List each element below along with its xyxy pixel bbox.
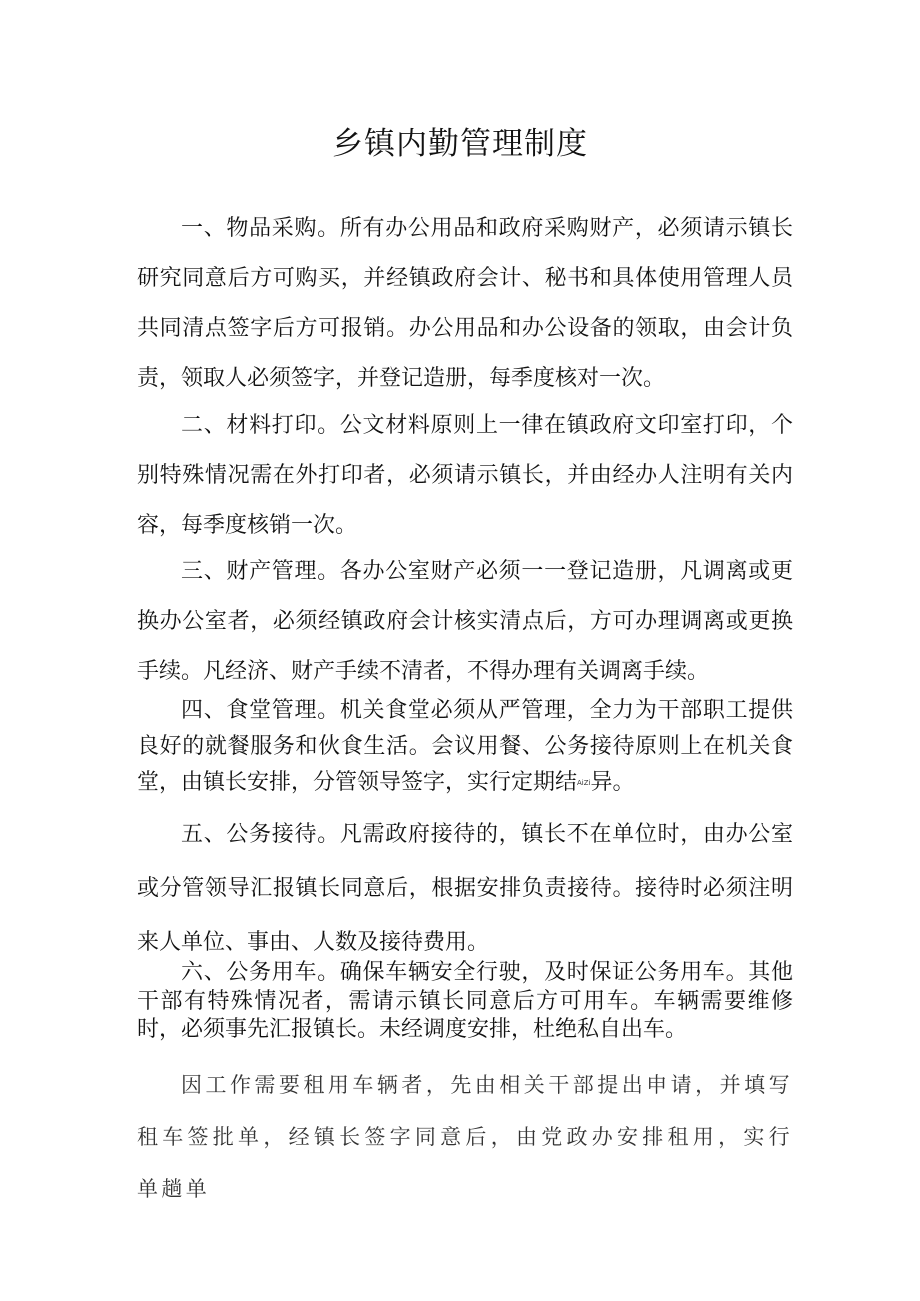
paragraph-property: 三、财产管理。各办公室财产必须一一登记造册，凡调离或更换办公室者，必须经镇政府会计核实清点后，方可办理调离或更换手续。凡经济、财产手续不清者，不得办理有关调离手续。 xyxy=(137,559,793,684)
paragraph-canteen-text: 四、食堂管理。机关食堂必须从严管理，全力为干部职工提供良好的就餐服务和伙食生活。会议用餐、公务接待原则上在机关食堂，由镇长安排，分管领导签字，实行定期结 xyxy=(137,698,793,795)
inline-mark: AiZi xyxy=(577,779,591,787)
document-title: 乡镇内勤管理制度 xyxy=(332,126,588,162)
paragraph-canteen xyxy=(137,693,793,801)
paragraph-printing: 二、材料打印。公文材料原则上一律在镇政府文印室打印，个别特殊情况需在外打印者，必须请示镇长，并由经办人注明有关内容，每季度核销一次。 xyxy=(137,413,793,538)
paragraph-vehicles: 六、公务用车。确保车辆安全行驶，及时保证公务用车。其他干部有特殊情况者，需请示镇长同意后方可用车。车辆需要维修时，必须事先汇报镇长。未经调度安排，杜绝私自出车。 xyxy=(137,960,793,1042)
paragraph-reception: 五、公务接待。凡需政府接待的，镇长不在单位时，由办公室或分管领导汇报镇长同意后，根据安排负责接待。接待时必须注明来人单位、事由、人数及接待费用。 xyxy=(137,822,793,955)
paragraph-procurement: 一、物品采购。所有办公用品和政府采购财产，必须请示镇长研究同意后方可购买，并经镇政府会计、秘书和具体使用管理人员共同清点签字后方可报销。办公用品和办公设备的领取，由会计负责，领取人必须签字，并登记造册，每季度核对一次。 xyxy=(137,216,793,391)
paragraph-canteen-end: 异。 xyxy=(590,770,635,795)
paragraph-vehicle-rental: 因工作需要租用车辆者，先由相关干部提出申请，并填写租车签批单，经镇长签字同意后，由党政办安排租用，实行单趟单 xyxy=(137,1073,793,1201)
